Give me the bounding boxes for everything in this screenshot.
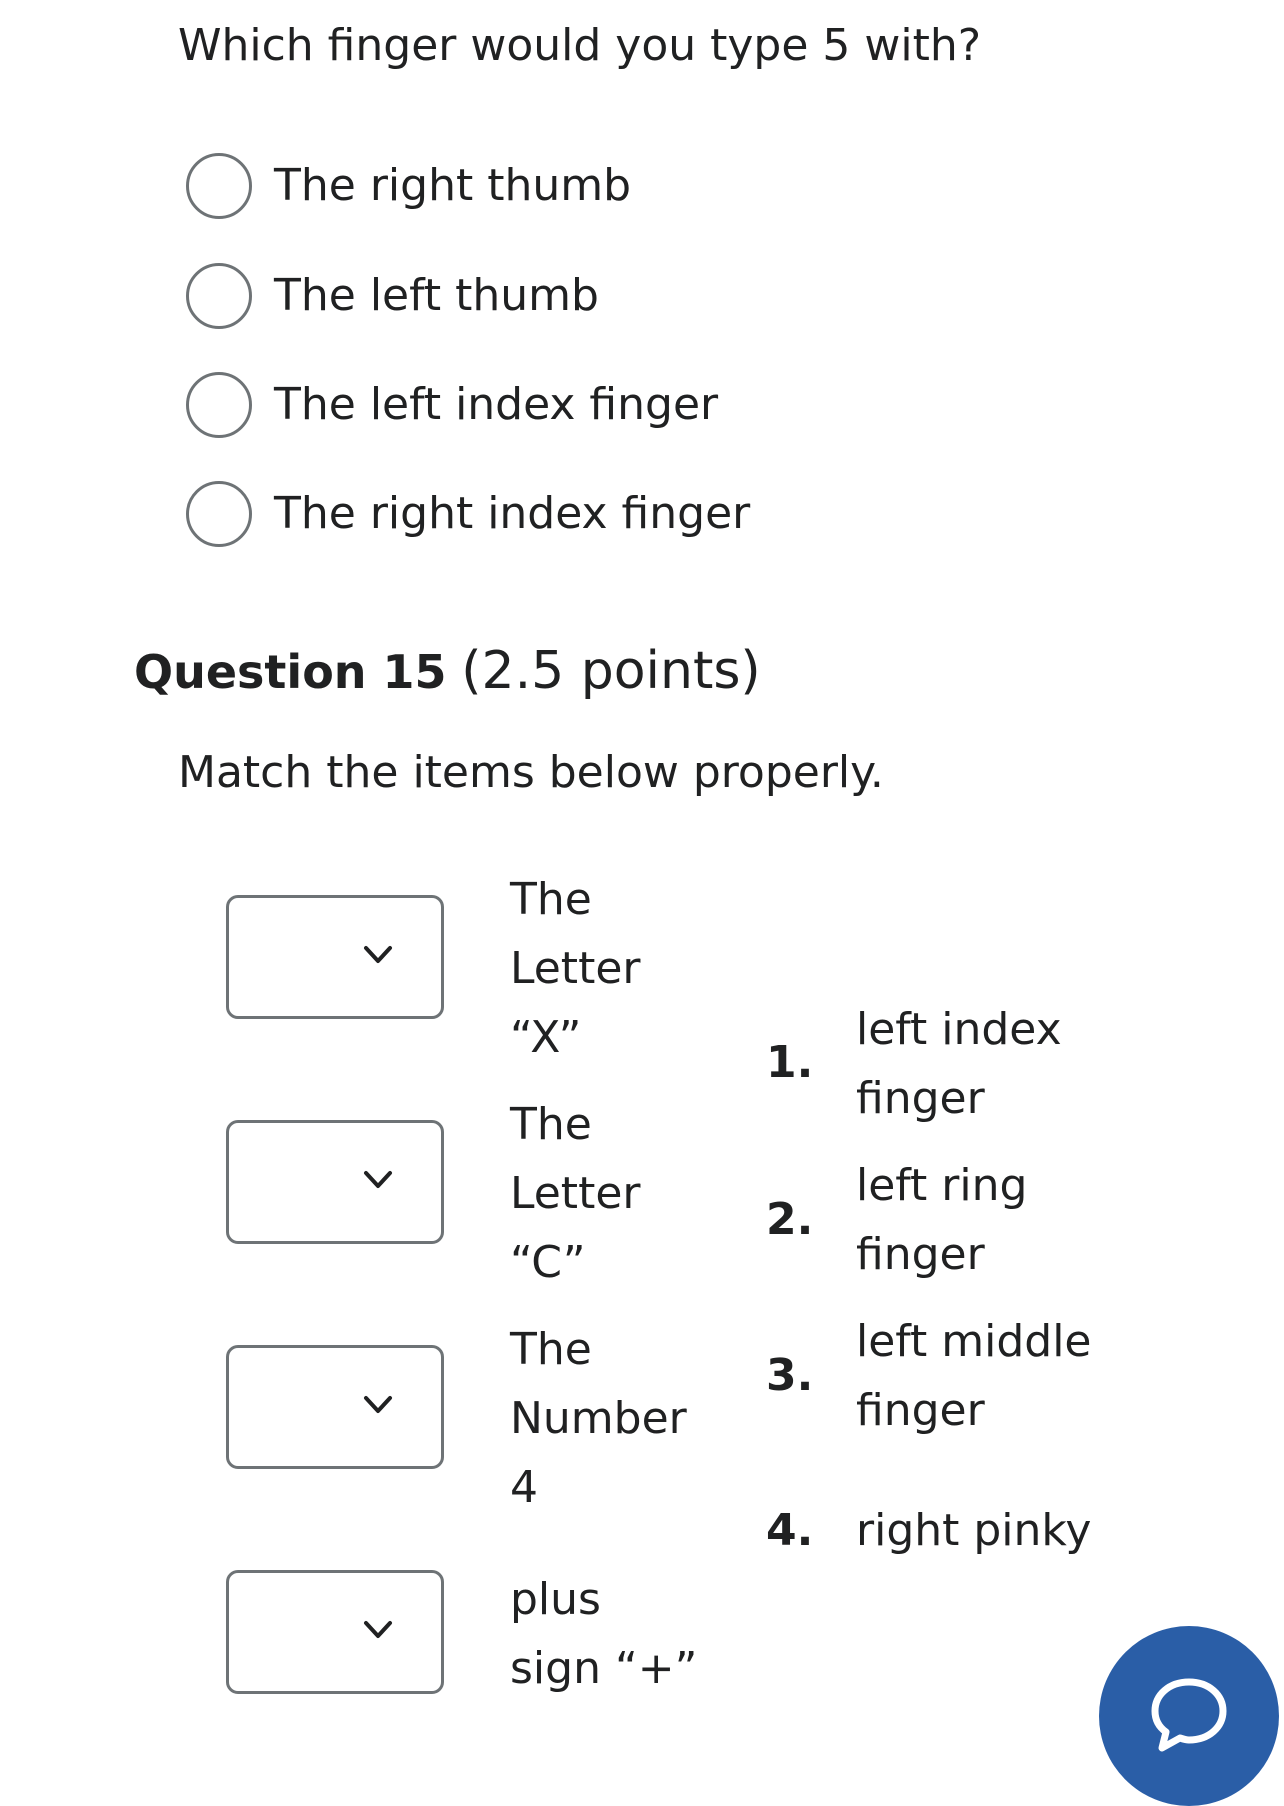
chevron-down-icon bbox=[363, 944, 393, 966]
match-term-line: The bbox=[510, 874, 592, 925]
radio-option[interactable] bbox=[186, 478, 750, 550]
match-term-line: “X” bbox=[510, 1012, 582, 1063]
answer-choice bbox=[856, 1151, 1116, 1289]
match-term-line: Letter bbox=[510, 943, 641, 994]
match-term-line: The bbox=[510, 1324, 592, 1375]
answer-choice bbox=[856, 995, 1116, 1133]
answer-choice bbox=[856, 1307, 1116, 1445]
match-dropdown[interactable] bbox=[226, 895, 444, 1019]
radio-button[interactable] bbox=[186, 153, 252, 219]
answer-number: 1. bbox=[766, 1037, 814, 1088]
radio-option[interactable] bbox=[186, 150, 631, 222]
chevron-down-icon bbox=[363, 1394, 393, 1416]
match-term-line: 4 bbox=[510, 1462, 538, 1513]
answer-number: 2. bbox=[766, 1194, 814, 1245]
match-dropdown[interactable] bbox=[226, 1120, 444, 1244]
answer-number: 4. bbox=[766, 1505, 814, 1556]
radio-option-label: The left index finger bbox=[274, 379, 719, 430]
answer-line: right pinky bbox=[856, 1505, 1092, 1556]
answer-line: finger bbox=[856, 1073, 985, 1124]
question-number: Question 15 bbox=[134, 645, 447, 699]
answer-line: left ring bbox=[856, 1160, 1028, 1211]
answer-line: left middle bbox=[856, 1316, 1092, 1367]
radio-button[interactable] bbox=[186, 481, 252, 547]
match-term bbox=[510, 1090, 700, 1297]
chat-bubble-icon bbox=[1147, 1674, 1231, 1758]
answer-line: finger bbox=[856, 1229, 985, 1280]
radio-button[interactable] bbox=[186, 372, 252, 438]
match-term-line: plus bbox=[510, 1574, 601, 1625]
match-term bbox=[510, 1565, 700, 1703]
chat-button[interactable] bbox=[1099, 1626, 1279, 1806]
radio-option[interactable] bbox=[186, 260, 599, 332]
match-term-line: sign “+” bbox=[510, 1643, 698, 1694]
match-term-line: “C” bbox=[510, 1237, 586, 1288]
radio-option-label: The left thumb bbox=[274, 270, 599, 321]
radio-option-label: The right index finger bbox=[274, 488, 751, 539]
match-term bbox=[510, 865, 700, 1072]
answer-line: left index bbox=[856, 1004, 1062, 1055]
radio-button[interactable] bbox=[186, 263, 252, 329]
match-dropdown[interactable] bbox=[226, 1345, 444, 1469]
answer-choice bbox=[856, 1496, 1116, 1565]
match-dropdown[interactable] bbox=[226, 1570, 444, 1694]
match-term-line: The bbox=[510, 1099, 592, 1150]
match-term bbox=[510, 1315, 700, 1522]
chevron-down-icon bbox=[363, 1169, 393, 1191]
answer-number: 3. bbox=[766, 1350, 814, 1401]
match-term-line: Letter bbox=[510, 1168, 641, 1219]
match-term-line: Number bbox=[510, 1393, 687, 1444]
question-prompt: Which finger would you type 5 with? bbox=[178, 20, 982, 71]
question-instructions: Match the items below properly. bbox=[178, 747, 884, 798]
question-points: (2.5 points) bbox=[461, 641, 761, 701]
radio-option[interactable] bbox=[186, 369, 718, 441]
answer-line: finger bbox=[856, 1385, 985, 1436]
chevron-down-icon bbox=[363, 1619, 393, 1641]
question-header bbox=[134, 642, 761, 701]
radio-option-label: The right thumb bbox=[274, 160, 632, 211]
